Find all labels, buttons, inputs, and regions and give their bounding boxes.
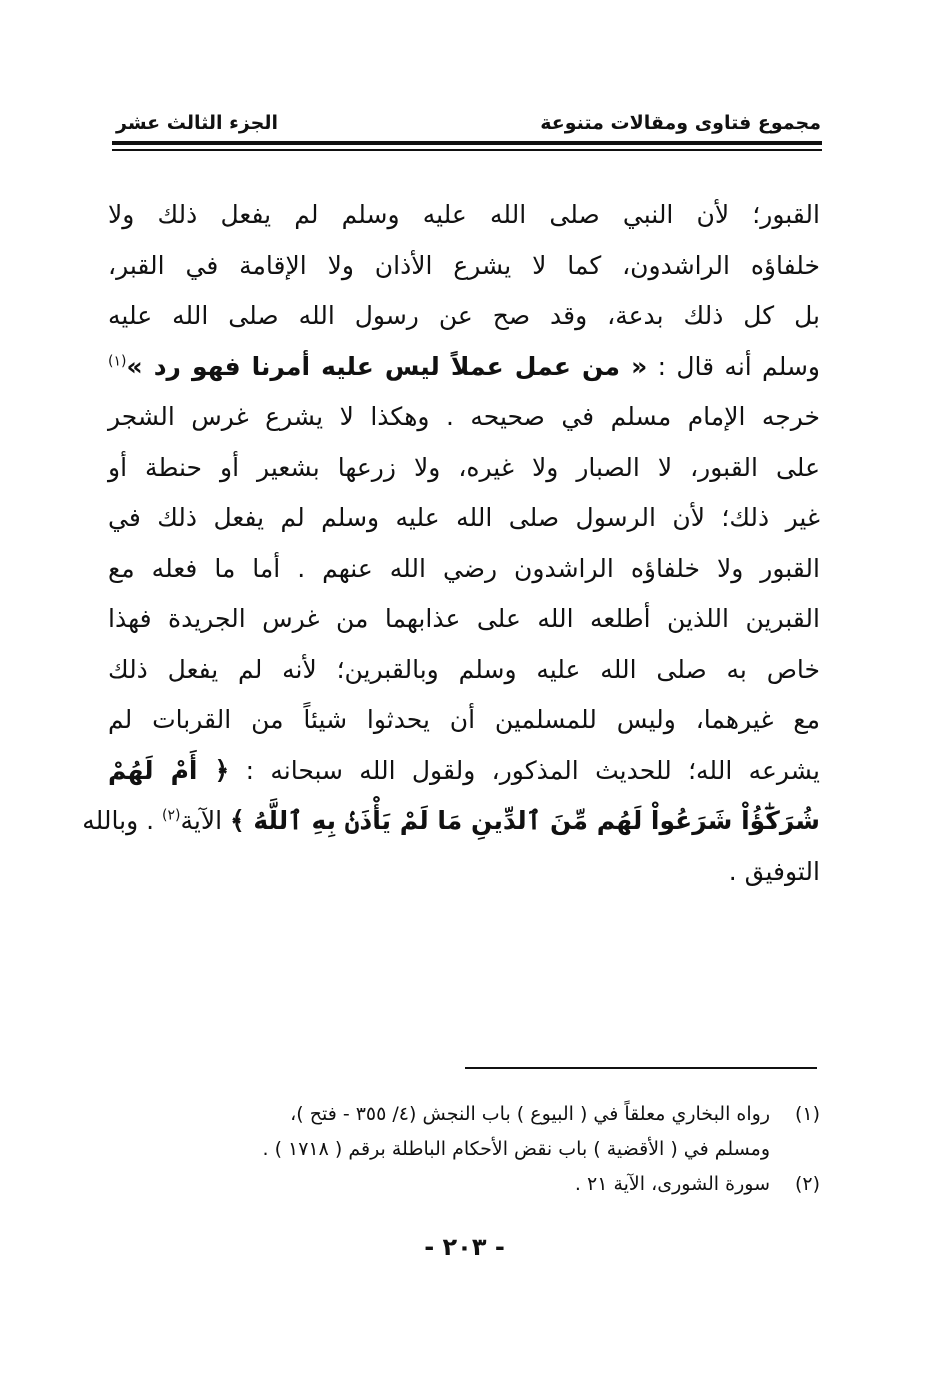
body-line: القبرين اللذين أطلعه الله على عذابهما من غرس الجريدة فهذا [108,604,820,633]
page-number: - ٢٠٣ - [424,1233,505,1261]
body-line: القبور ولا خلفاؤه الراشدون رضي الله عنهم . أما ما فعله مع [108,553,820,583]
footnote [108,1097,820,1132]
hadith-quote: « من عمل عملاً ليس عليه أمرنا فهو رد » [126,351,648,381]
body-text-run: . وبالله [82,806,155,835]
running-header-volume: الجزء الثالث عشر [116,112,279,134]
body-line: خرجه الإمام مسلم في صحيحه . وهكذا لا يشرع غرس الشجر [108,402,820,431]
body-text-run: يشرعه الله؛ للحديث المذكور، ولقول الله سبحانه : [245,755,820,785]
body-text [82,190,820,897]
footnote-separator [465,1067,817,1069]
running-header-book-title: مجموع فتاوى ومقالات متنوعة [540,112,821,134]
footnote-text: ومسلم في ( الأقضية ) باب نقض الأحكام الباطلة برقم ( ١٧١٨ ) . [262,1138,770,1160]
quran-verse-start: ﴿ أَمْ لَهُمْ [108,755,230,785]
footnote-ref: (٢) [162,807,181,824]
body-line [108,342,820,393]
body-text-run: الآية [180,806,223,835]
body-line [108,746,820,797]
body-text-run: وسلم أنه قال : [657,351,820,381]
body-line: غير ذلك؛ لأن الرسول صلى الله عليه وسلم لم يفعل ذلك في [108,503,820,532]
body-line: خلفاؤه الراشدون، كما لا يشرع الأذان ولا الإقامة في القبر، [108,250,820,280]
footnote-text: سورة الشورى، الآية ٢١ . [574,1173,770,1195]
footnotes [108,1097,820,1202]
body-line: مع غيرهما، وليس للمسلمين أن يحدثوا شيئاً من القربات لم [108,705,820,734]
footnote-ref: (١) [108,353,127,370]
footnote [108,1167,820,1202]
body-line [82,796,820,847]
footnote-number: (٢) [794,1173,820,1195]
body-line: بل كل ذلك بدعة، وقد صح عن رسول الله صلى الله عليه [108,301,820,330]
body-line: القبور؛ لأن النبي صلى الله عليه وسلم لم يفعل ذلك ولا [108,200,820,229]
body-line: على القبور، لا الصبار ولا غيره، ولا زرعها بشعير أو حنطة أو [108,452,820,482]
footnote-number: (١) [794,1103,820,1125]
footnote-text: رواه البخاري معلقاً في ( البيوع ) باب النجش (٤/ ٣٥٥ - فتح )، [290,1103,770,1125]
header-rule-thick [112,141,822,145]
body-line: التوفيق . [728,856,820,886]
quran-verse: شُرَكَٰٓؤُاْ شَرَعُواْ لَهُم مِّنَ ٱلدِّينِ مَا لَمْ يَأْذَنۢ بِهِ ٱللَّهُ ﴾ [230,806,820,835]
footnote [108,1132,820,1167]
header-rule-thin [112,149,822,151]
body-line: خاص به صلى الله عليه وسلم وبالقبرين؛ لأنه لم يفعل ذلك [108,654,820,684]
